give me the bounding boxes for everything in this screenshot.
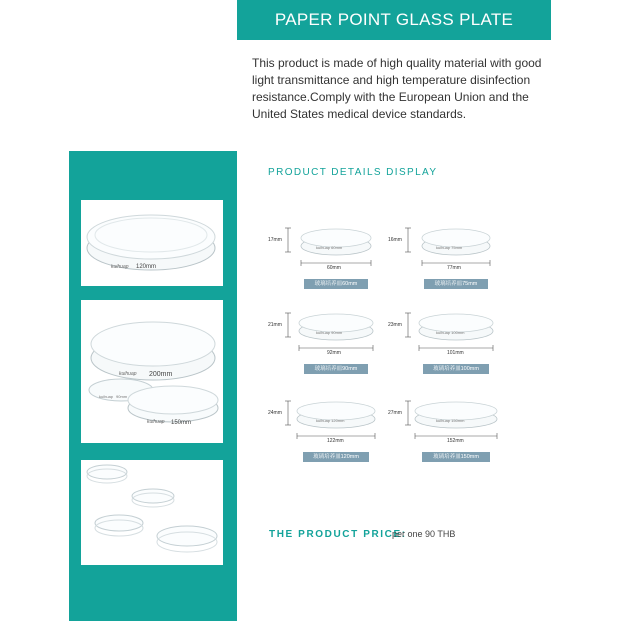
dish-size-mark: kuihuap 90mm xyxy=(316,330,343,335)
dish-diagram xyxy=(396,297,516,357)
dish-size-card xyxy=(388,385,516,463)
dish-height-label: 27mm xyxy=(388,410,402,416)
size-mark: 120mm xyxy=(136,264,157,270)
product-description: This product is made of high quality material with good light transmittance and high temperature disinfection resistance.Comply with the European Union and the United States medical device standards. xyxy=(252,56,542,121)
brand-mark: kuihuap xyxy=(119,371,137,377)
dish-width-label: 152mm xyxy=(447,438,464,444)
page-title: PAPER POINT GLASS PLATE xyxy=(274,10,514,29)
dish-size-card xyxy=(388,212,516,290)
price-label: THE PRODUCT PRICE: xyxy=(269,529,407,540)
dish-size-mark: kuihuap 150mm xyxy=(436,418,465,423)
product-photo-single-dish xyxy=(81,200,223,286)
dish-set-illustration xyxy=(81,460,223,565)
details-heading: PRODUCT DETAILS DISPLAY xyxy=(268,167,438,178)
product-photo-dish-group xyxy=(81,300,223,443)
dish-size-card xyxy=(268,297,396,375)
dish-width-label: 122mm xyxy=(327,438,344,444)
dish-size-mark: kuihuap 100mm xyxy=(436,330,465,335)
dish-size-mark: kuihuap 120mm xyxy=(316,418,345,423)
dish-diagram xyxy=(276,297,396,357)
size-mark: 90mm xyxy=(116,394,128,399)
dish-width-label: 92mm xyxy=(327,350,341,356)
dish-diagram xyxy=(276,212,396,272)
dish-height-label: 16mm xyxy=(388,237,402,243)
price-value: per one 90 THB xyxy=(392,529,456,539)
dish-caption-tag: 玻璃培养皿120mm xyxy=(303,452,369,462)
dish-caption-tag: 玻璃培养皿60mm xyxy=(304,279,368,289)
dish-height-label: 21mm xyxy=(268,322,282,328)
dish-height-label: 24mm xyxy=(268,410,282,416)
dish-caption-tag: 玻璃培养皿100mm xyxy=(423,364,489,374)
dish-size-card xyxy=(388,297,516,375)
dish-diagram xyxy=(396,212,516,272)
dish-caption-tag: 玻璃培养皿75mm xyxy=(424,279,488,289)
dish-group-illustration xyxy=(81,300,223,443)
dish-size-mark: kuihuap 60mm xyxy=(316,245,343,250)
dish-height-label: 23mm xyxy=(388,322,402,328)
dish-diagram xyxy=(276,385,396,445)
brand-mark: kuihuap xyxy=(111,264,129,270)
dish-illustration xyxy=(81,200,223,286)
dish-caption-tag: 玻璃培养皿90mm xyxy=(304,364,368,374)
dish-caption-tag: 玻璃培养皿150mm xyxy=(422,452,490,462)
dish-width-label: 60mm xyxy=(327,265,341,271)
dish-size-card xyxy=(268,212,396,290)
dish-height-label: 17mm xyxy=(268,237,282,243)
brand-mark: kuihuap xyxy=(147,419,165,425)
dish-size-mark: kuihuap 75mm xyxy=(436,245,463,250)
dish-diagram xyxy=(396,385,516,445)
dish-width-label: 77mm xyxy=(447,265,461,271)
dish-width-label: 101mm xyxy=(447,350,464,356)
brand-mark: kuihuap xyxy=(99,394,114,399)
size-mark: 200mm xyxy=(149,371,173,378)
product-photo-dish-set xyxy=(81,460,223,565)
size-mark: 150mm xyxy=(171,420,192,426)
dish-size-card xyxy=(268,385,396,463)
page-title-banner xyxy=(237,0,551,40)
